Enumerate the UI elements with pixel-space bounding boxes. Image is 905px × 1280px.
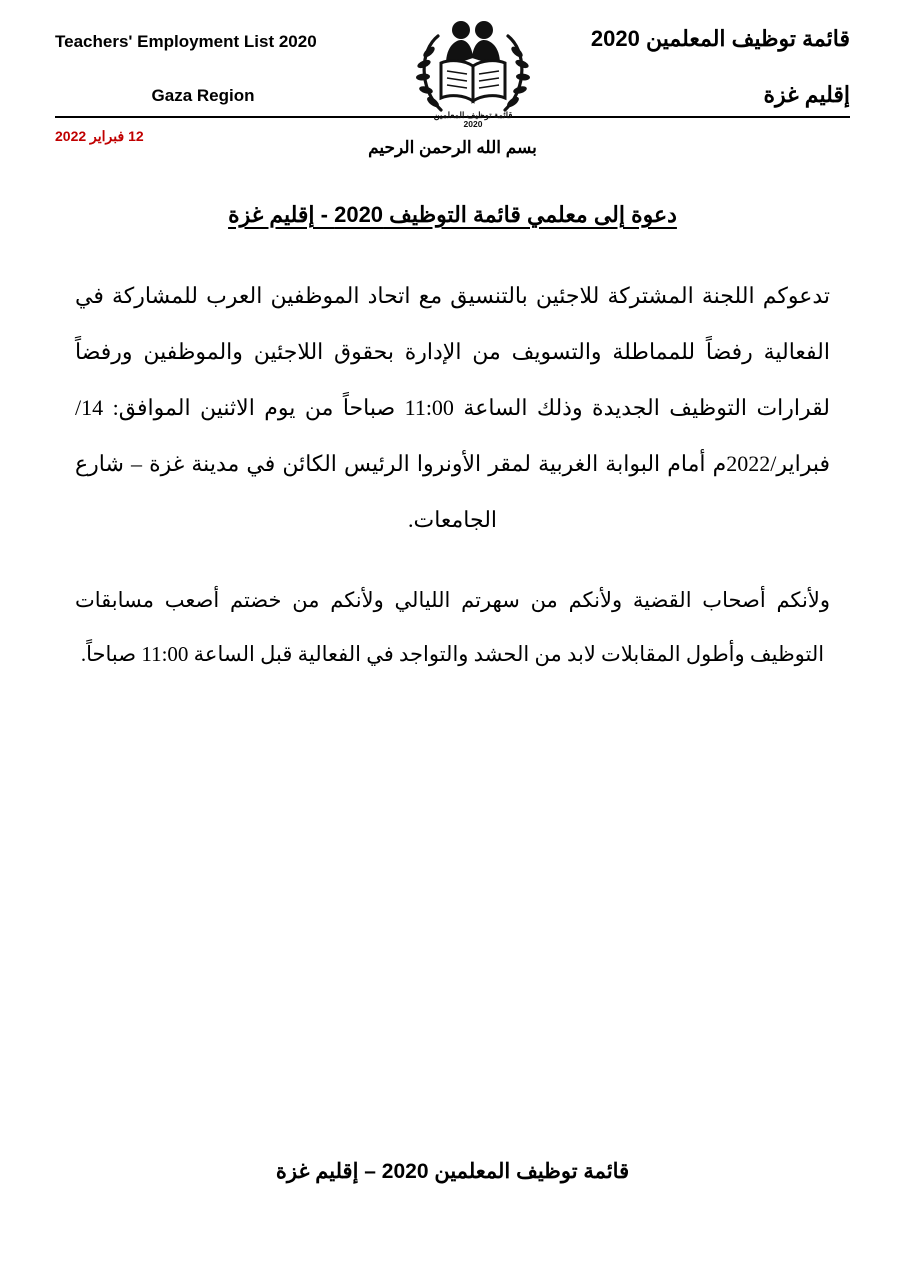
header-english-title: Teachers' Employment List 2020	[55, 32, 317, 51]
header-english-subtitle: Gaza Region	[151, 86, 255, 105]
header-arabic-title: قائمة توظيف المعلمين 2020	[590, 26, 850, 51]
document-date-value: 12 فبراير 2022	[55, 128, 144, 144]
emblem-caption: قائمة توظيف المعلمين	[433, 110, 512, 120]
document-header	[55, 0, 850, 129]
organization-emblem-icon	[408, 14, 538, 132]
document-footer	[55, 1159, 850, 1184]
page-title: دعوة إلى معلمي قائمة التوظيف 2020 - إقليم غزة	[228, 202, 677, 227]
basmala-line: بسم الله الرحمن الرحيم	[368, 138, 537, 157]
body-paragraph-1: تدعوكم اللجنة المشتركة للاجئين بالتنسيق مع اتحاد الموظفين العرب للمشاركة في الفعالية رفضاً للمماطلة والتسويف من الإدارة بحقوق اللاجئين والموظفين ورفضاً لقرارات التوظيف الجديدة وذلك الساعة 11:00 صباحاً من يوم الاثنين الموافق: 14/ فبراير/2022م أمام البوابة الغربية لمقر الأونروا الرئيس الكائن في مدينة غزة – شارع الجامعات.	[75, 283, 830, 533]
footer-signature: قائمة توظيف المعلمين 2020 – إقليم غزة	[275, 1160, 630, 1183]
svg-text:2020: 2020	[463, 119, 482, 129]
document-body	[55, 268, 850, 682]
header-english-block	[55, 18, 385, 106]
header-arabic-subtitle: إقليم غزة	[763, 82, 850, 108]
body-paragraph-2: ولأنكم أصحاب القضية ولأنكم من سهرتم الليالي ولأنكم من خضتم أصعب مسابقات التوظيف وأطول المقابلات لابد من الحشد والتواجد في الفعالية قبل الساعة 11:00 صباحاً.	[75, 588, 830, 667]
header-arabic-block	[560, 18, 850, 109]
